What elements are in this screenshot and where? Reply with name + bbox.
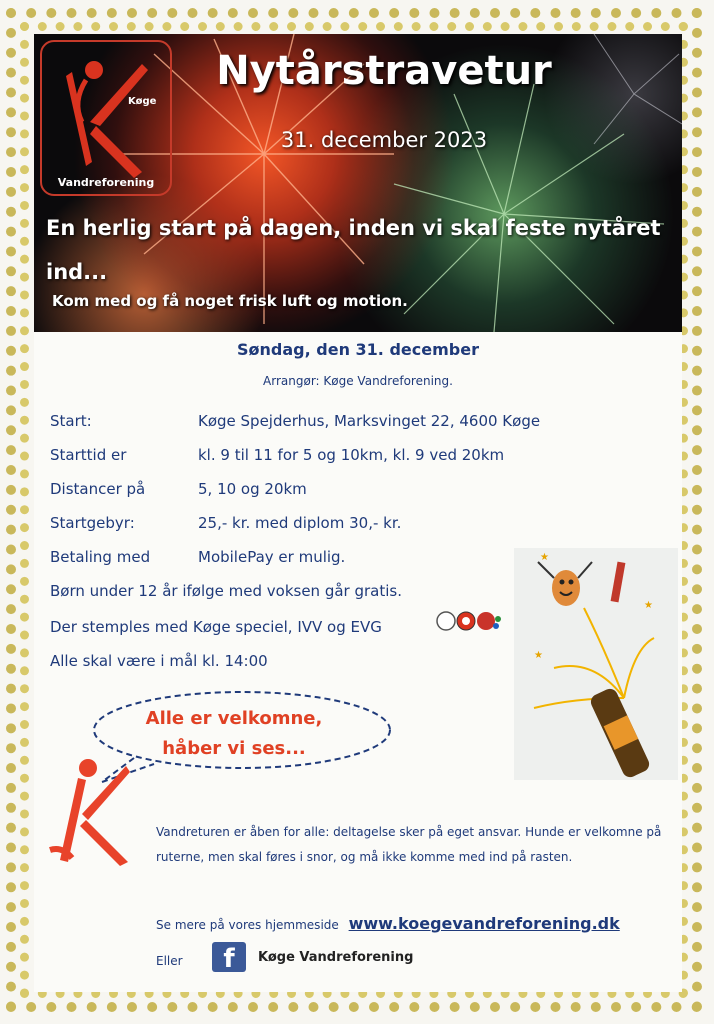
detail-value: Køge Spejderhus, Marksvinget 22, 4600 Køge [198, 412, 541, 430]
facebook-page-name[interactable]: Køge Vandreforening [258, 950, 414, 965]
subline: Kom med og få noget frisk luft og motion. [52, 292, 408, 310]
detail-label: Starttid er [50, 446, 127, 464]
champagne-illustration [514, 548, 678, 780]
tagline: En herlig start på dagen, inden vi skal feste nytåret ind... [46, 216, 661, 284]
detail-label: Startgebyr: [50, 514, 135, 532]
note-stamps: Der stemples med Køge speciel, IVV og EVG [50, 618, 382, 636]
organizer: Arrangør: Køge Vandreforening. [263, 374, 453, 388]
detail-value: 5, 10 og 20km [198, 480, 307, 498]
detail-value: MobilePay er mulig. [198, 548, 346, 566]
note-children: Børn under 12 år ifølge med voksen går gratis. [50, 582, 402, 600]
stamp-logos-icon [436, 610, 502, 632]
flyer [34, 34, 682, 992]
website-link[interactable]: www.koegevandreforening.dk [348, 914, 620, 933]
detail-row-betaling [50, 548, 345, 566]
website-line [156, 914, 620, 933]
svg-text:★: ★ [534, 650, 543, 661]
event-date: 31. december 2023 [280, 128, 488, 152]
or-label: Eller [156, 954, 183, 968]
club-logo [40, 40, 172, 196]
detail-label: Distancer på [50, 480, 146, 498]
website-label: Se mere på vores hjemmeside [156, 918, 339, 932]
detail-label: Betaling med [50, 548, 151, 566]
detail-row-startgebyr [50, 514, 401, 532]
svg-text:Vandreforening: Vandreforening [57, 176, 155, 189]
welcome-line-1: Alle er velkomne, [145, 708, 323, 729]
svg-text:★: ★ [644, 600, 653, 611]
event-day: Søndag, den 31. december [237, 340, 479, 359]
champagne-bottle-icon [514, 548, 678, 780]
svg-text:Køge: Køge [128, 96, 157, 107]
detail-row-start [50, 412, 540, 430]
welcome-message [94, 704, 374, 764]
detail-label: Start: [50, 412, 92, 430]
walker-k-logo-icon [42, 42, 170, 194]
detail-row-distancer [50, 480, 307, 498]
note-finish: Alle skal være i mål kl. 14:00 [50, 652, 268, 670]
svg-text:★: ★ [540, 552, 549, 563]
detail-row-starttid [50, 446, 504, 464]
facebook-icon[interactable]: f [212, 942, 246, 972]
detail-value: 25,- kr. med diplom 30,- kr. [198, 514, 402, 532]
info-paragraph: Vandreturen er åben for alle: deltagelse sker på eget ansvar. Hunde er velkomne på ruterne, men skal føres i snor, og må ikke komme med ind på rasten. [156, 825, 662, 864]
walker-k-mascot-icon [42, 750, 132, 870]
page-title: Nytårstravetur [216, 48, 552, 94]
welcome-line-2: håber vi ses... [162, 738, 306, 759]
fireworks-banner [34, 34, 682, 332]
detail-value: kl. 9 til 11 for 5 og 10km, kl. 9 ved 20km [198, 446, 505, 464]
